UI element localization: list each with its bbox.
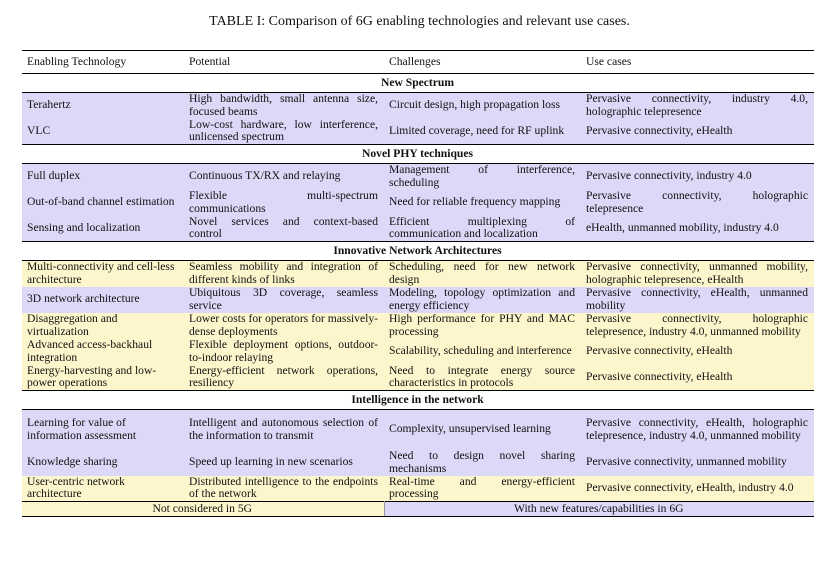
cell-challenges: Circuit design, high propagation loss — [389, 98, 560, 112]
cell-challenges: Management of interference, scheduling — [389, 163, 575, 189]
cell-challenges: Scheduling, need for new network design — [389, 260, 575, 286]
cell-challenges: Need to integrate energy source characteristics in protocols — [389, 363, 575, 390]
cell-technology: Disaggregation and virtualization — [27, 311, 118, 338]
cell-challenges: Need for reliable frequency mapping — [389, 195, 561, 209]
cell-potential: Lower costs for operators for massively-dense deployments — [189, 311, 378, 338]
cell-use-cases: Pervasive connectivity, industry 4.0 — [586, 169, 752, 183]
legend-new-in-6g: With new features/capabilities in 6G — [384, 502, 814, 517]
cell-challenges: Complexity, unsupervised learning — [389, 422, 551, 436]
cell-use-cases: Pervasive connectivity, industry 4.0, holographic telepresence — [586, 92, 808, 118]
cell-potential: Ubiquitous 3D coverage, seamless service — [189, 285, 378, 312]
table-row — [22, 339, 814, 365]
cell-potential: Continuous TX/RX and relaying — [189, 169, 341, 183]
cell-challenges: Scalability, scheduling and interference — [389, 344, 572, 358]
cell-potential: Novel services and context-based control — [189, 214, 378, 241]
cell-technology: Learning for value of information assessment — [27, 416, 137, 442]
cell-potential: Flexible multi-spectrum communications — [189, 188, 378, 215]
cell-technology: VLC — [27, 123, 51, 137]
header-row — [22, 51, 814, 74]
cell-potential: Energy-efficient network operations, resiliency — [189, 363, 378, 390]
cell-technology: Out-of-band channel estimation — [27, 195, 175, 209]
cell-use-cases: Pervasive connectivity, eHealth, industry 4.0 — [586, 480, 794, 494]
table-row — [22, 93, 814, 119]
cell-use-cases: Pervasive connectivity, eHealth — [586, 369, 733, 383]
cell-use-cases: Pervasive connectivity, eHealth, holographic telepresence, industry 4.0, unmanned mobility — [586, 416, 808, 442]
table-row — [22, 216, 814, 242]
table-row — [22, 410, 814, 450]
cell-use-cases: Pervasive connectivity, eHealth, unmanned mobility — [586, 285, 808, 312]
table-row — [22, 365, 814, 391]
section-title: Intelligence in the network — [22, 391, 814, 410]
cell-potential: Speed up learning in new scenarios — [189, 455, 353, 469]
cell-potential: High bandwidth, small antenna size, focused beams — [189, 92, 378, 118]
section-title: New Spectrum — [22, 74, 814, 93]
table-row — [22, 164, 814, 190]
cell-potential: Flexible deployment options, outdoor-to-indoor relaying — [189, 337, 378, 364]
table-body — [22, 74, 814, 502]
cell-technology: Energy-harvesting and low-power operations — [27, 363, 157, 390]
cell-challenges: Real-time and energy-efficient processing — [389, 474, 575, 501]
cell-technology: Multi-connectivity and cell-less architecture — [27, 260, 175, 286]
legend-row — [22, 502, 814, 517]
cell-challenges: Efficient multiplexing of communication and localization — [389, 214, 575, 241]
cell-challenges: Limited coverage, need for RF uplink — [389, 123, 565, 137]
cell-use-cases: Pervasive connectivity, eHealth — [586, 123, 733, 137]
cell-technology: User-centric network architecture — [27, 474, 125, 501]
header-potential: Potential — [184, 51, 384, 74]
cell-use-cases: Pervasive connectivity, eHealth — [586, 344, 733, 358]
cell-potential: Low-cost hardware, low interference, unlicensed spectrum — [189, 117, 378, 144]
table-row — [22, 190, 814, 216]
cell-use-cases: eHealth, unmanned mobility, industry 4.0 — [586, 220, 779, 234]
header-technology: Enabling Technology — [22, 51, 184, 74]
legend-not-in-5g: Not considered in 5G — [22, 502, 384, 517]
section-title: Innovative Network Architectures — [22, 242, 814, 261]
cell-technology: 3D network architecture — [27, 292, 140, 306]
cell-use-cases: Pervasive connectivity, unmanned mobility — [586, 455, 787, 469]
cell-technology: Terahertz — [27, 98, 71, 112]
section-header-row — [22, 242, 814, 261]
cell-potential: Seamless mobility and integration of different kinds of links — [189, 260, 378, 286]
cell-challenges: High performance for PHY and MAC processing — [389, 311, 575, 338]
cell-use-cases: Pervasive connectivity, holographic telepresence, industry 4.0, unmanned mobility — [586, 311, 808, 338]
section-header-row — [22, 391, 814, 410]
cell-potential: Intelligent and autonomous selection of the information to transmit — [189, 416, 378, 442]
cell-technology: Full duplex — [27, 169, 81, 183]
table-caption: TABLE I: Comparison of 6G enabling technologies and relevant use cases. — [209, 14, 630, 29]
cell-challenges: Need to design novel sharing mechanisms — [389, 448, 575, 475]
cell-technology: Knowledge sharing — [27, 455, 118, 469]
table-row — [22, 287, 814, 313]
table-row — [22, 119, 814, 145]
comparison-table — [22, 50, 814, 517]
table-row — [22, 450, 814, 476]
cell-challenges: Modeling, topology optimization and energy efficiency — [389, 285, 575, 312]
header-challenges: Challenges — [384, 51, 581, 74]
table-row — [22, 476, 814, 502]
table-row — [22, 313, 814, 339]
section-header-row — [22, 74, 814, 93]
header-use-cases: Use cases — [581, 51, 814, 74]
cell-potential: Distributed intelligence to the endpoints of the network — [189, 474, 378, 501]
cell-technology: Advanced access-backhaul integration — [27, 337, 153, 364]
section-title: Novel PHY techniques — [22, 145, 814, 164]
cell-use-cases: Pervasive connectivity, holographic telepresence — [586, 188, 808, 215]
cell-use-cases: Pervasive connectivity, unmanned mobility, holographic telepresence, eHealth — [586, 260, 808, 286]
table-row — [22, 261, 814, 287]
section-header-row — [22, 145, 814, 164]
cell-technology: Sensing and localization — [27, 220, 141, 234]
